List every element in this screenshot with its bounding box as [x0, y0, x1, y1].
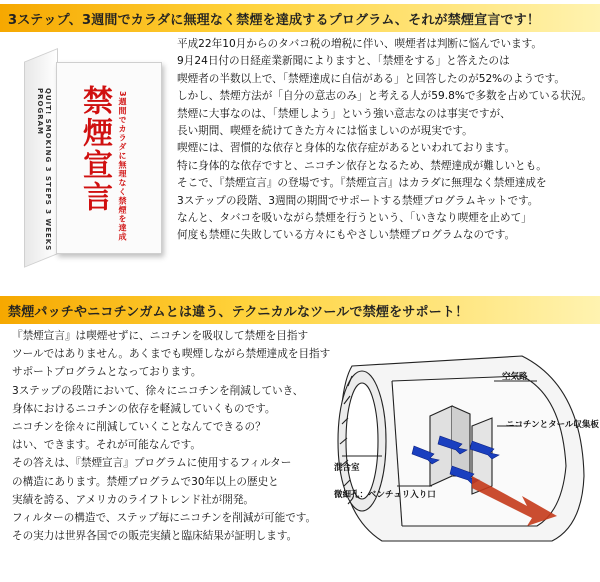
text-line: 禁煙に大事なのは、「禁煙しよう」という強い意志なのは事実ですが、: [177, 107, 511, 120]
label-collector-plate: ニコチンとタール収集板: [506, 420, 599, 430]
text-line: 『禁煙宣言』は喫煙せずに、ニコチンを吸収して禁煙を目指す: [12, 330, 309, 342]
text-line: 身体におけるニコチンの依存を軽減していくものです。: [12, 402, 276, 415]
filter-diagram: [322, 326, 599, 556]
text-line: 平成22年10月からのタバコ税の増税に伴い、喫煙者は判断に悩んでいます。: [177, 38, 543, 50]
banner-title: 禁煙パッチやニコチンガムとは違う、テクニカルなツールで禁煙をサポート！: [8, 305, 469, 320]
text-line: 3ステップの段階において、徐々にニコチンを削減していき、: [12, 384, 304, 397]
text-line: の構造にあります。禁煙プログラムで30年以上の歴史と: [12, 475, 279, 488]
intro-paragraph: [177, 36, 592, 245]
text-line: しかし、禁煙方法が「自分の意志のみ」と考える人が59.8%で多数を占めている状況。: [177, 90, 593, 103]
text-line: その実力は世界各国での販売実績と臨床結果が証明します。: [12, 530, 298, 543]
text-line: 長い期間、喫煙を続けてきた方々には悩ましいのが現実です。: [177, 125, 473, 138]
product-box-image: [10, 48, 166, 258]
text-line: 喫煙には、習慣的な依存と身体的な依存症があるといわれております。: [177, 142, 516, 155]
product-side-text: QUIT! SMOKING 3 STEPS 3 WEEKS PROGRAM: [36, 88, 52, 252]
text-line: 何度も禁煙に失敗している方々にもやさしい禁煙プログラムなのです。: [177, 229, 516, 242]
label-air-path: 空気路: [502, 372, 528, 382]
text-line: ニコチンを徐々に削減していくことなんてできるの？: [12, 421, 266, 434]
label-micro-hole: 微細孔：ベンチュリ入り口: [334, 490, 436, 500]
text-line: 9月24日付の日経産業新聞によりますと、「禁煙をする」と答えたのは: [177, 55, 510, 68]
tool-paragraph: [12, 327, 330, 545]
label-mixing-chamber: 混合室: [334, 463, 360, 473]
product-subtitle: 3週間でカラダに無理なく禁煙を達成: [118, 91, 127, 242]
text-line: そこで、『禁煙宣言』の登場です。『禁煙宣言』はカラダに無理なく禁煙達成を: [177, 177, 547, 190]
text-line: 特に身体的な依存ですと、ニコチン依存となるため、禁煙達成が難しいとも。: [177, 159, 547, 172]
filter-diagram-svg: [322, 326, 592, 556]
section-banner-tool: [0, 296, 600, 324]
product-title: 禁煙宣言: [77, 85, 112, 213]
text-line: はい、できます。それが可能なんです。: [12, 439, 201, 452]
text-line: フィルターの構造で、ステップ毎にニコチンを削減が可能です。: [12, 512, 317, 525]
text-line: 実績を誇る、アメリカのライフトレンド社が開発。: [12, 493, 255, 506]
text-line: サポートプログラムとなっております。: [12, 366, 202, 379]
text-line: ツールではありません。あくまでも喫煙しながら禁煙達成を目指す: [12, 348, 331, 361]
text-line: 喫煙者の半数以上で、「禁煙達成に自信がある」と回答したのが52%のようです。: [177, 72, 565, 85]
text-line: その答えは、『禁煙宣言』プログラムに使用するフィルター: [12, 457, 292, 470]
section-banner-intro: [0, 4, 600, 32]
text-line: なんと、タバコを吸いながら禁煙を行うという、「いきなり喫煙を止めて」: [177, 212, 532, 225]
product-box-front: [56, 62, 162, 254]
banner-title: 3ステップ、3週間でカラダに無理なく禁煙を達成するプログラム、それが禁煙宣言です！: [8, 13, 541, 28]
text-line: 3ステップの段階、3週間の期間でサポートする禁煙プログラムキットです。: [177, 194, 539, 207]
